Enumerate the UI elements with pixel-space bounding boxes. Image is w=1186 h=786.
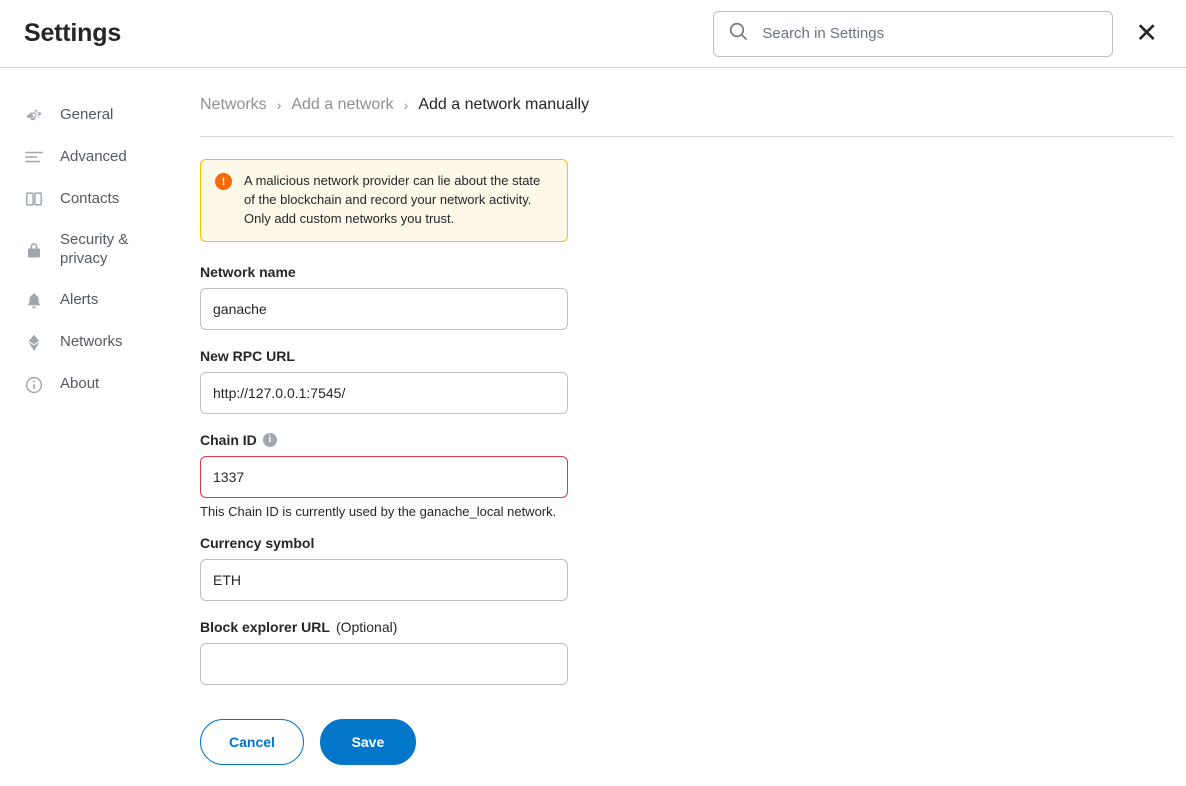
sidebar-item-contacts[interactable] xyxy=(0,178,200,220)
rpc-url-label-text: New RPC URL xyxy=(200,347,295,364)
chevron-right-icon: › xyxy=(276,97,282,113)
sidebar-item-about[interactable] xyxy=(0,364,200,406)
gear-icon xyxy=(24,105,44,125)
breadcrumb-current: Add a network manually xyxy=(418,96,590,113)
warning-text: A malicious network provider can lie about the state of the blockchain and record your network activity. Only add custom networks you trust. xyxy=(244,173,541,226)
currency-symbol-input[interactable] xyxy=(200,559,568,601)
malicious-network-warning xyxy=(200,159,568,242)
sidebar-item-alerts[interactable] xyxy=(0,280,200,322)
sidebar-item-label: Networks xyxy=(60,333,123,351)
breadcrumb-add-network[interactable]: Add a network xyxy=(291,96,394,113)
sidebar-item-label: Alerts xyxy=(60,291,99,309)
breadcrumb-networks[interactable]: Networks xyxy=(200,96,267,113)
network-name-label-text: Network name xyxy=(200,263,296,280)
chain-id-label-text: Chain ID xyxy=(200,431,257,448)
info-icon xyxy=(24,375,44,395)
optional-tag: (Optional) xyxy=(335,618,398,635)
block-explorer-input[interactable] xyxy=(200,643,568,685)
chevron-right-icon: › xyxy=(403,97,409,113)
rpc-url-input[interactable] xyxy=(200,372,568,414)
currency-symbol-label xyxy=(200,535,568,551)
settings-body xyxy=(0,68,1186,785)
network-name-label xyxy=(200,264,568,280)
sidebar-item-advanced[interactable] xyxy=(0,136,200,178)
currency-symbol-label-text: Currency symbol xyxy=(200,534,315,551)
header-actions xyxy=(713,11,1162,57)
network-name-input[interactable] xyxy=(200,288,568,330)
breadcrumb xyxy=(200,68,1174,137)
save-button[interactable]: Save xyxy=(320,719,416,765)
chain-id-label xyxy=(200,432,568,448)
warning-icon: ! xyxy=(215,173,232,190)
search-icon xyxy=(728,21,748,46)
chain-id-helper-text: This Chain ID is currently used by the ganache_local network. xyxy=(200,503,557,519)
sidebar-item-label: About xyxy=(60,375,100,393)
sidebar-item-label: Advanced xyxy=(60,147,127,165)
book-icon xyxy=(24,189,44,209)
sidebar-item-general[interactable] xyxy=(0,94,200,136)
sidebar xyxy=(0,68,200,785)
network-icon xyxy=(24,333,44,353)
sliders-icon xyxy=(24,147,44,167)
close-icon[interactable]: ✕ xyxy=(1131,20,1162,47)
sidebar-item-security-privacy[interactable] xyxy=(0,220,200,280)
sidebar-item-label: Contacts xyxy=(60,189,120,207)
chain-id-input[interactable] xyxy=(200,456,568,498)
info-icon[interactable]: i xyxy=(263,433,277,447)
search-box[interactable] xyxy=(713,11,1113,57)
page-title: Settings xyxy=(24,19,122,47)
block-explorer-label xyxy=(200,619,568,635)
rpc-url-label xyxy=(200,348,568,364)
add-network-form xyxy=(200,137,568,765)
bell-icon xyxy=(24,291,44,311)
sidebar-item-label: Security & privacy xyxy=(60,231,129,267)
search-input[interactable] xyxy=(760,24,1098,43)
sidebar-item-networks[interactable] xyxy=(0,322,200,364)
cancel-button[interactable]: Cancel xyxy=(200,719,304,765)
block-explorer-label-text: Block explorer URL xyxy=(200,618,330,635)
settings-content xyxy=(200,68,1186,785)
settings-header xyxy=(0,0,1186,68)
lock-icon xyxy=(24,240,44,260)
sidebar-item-label: General xyxy=(60,105,114,123)
form-actions xyxy=(200,719,568,765)
